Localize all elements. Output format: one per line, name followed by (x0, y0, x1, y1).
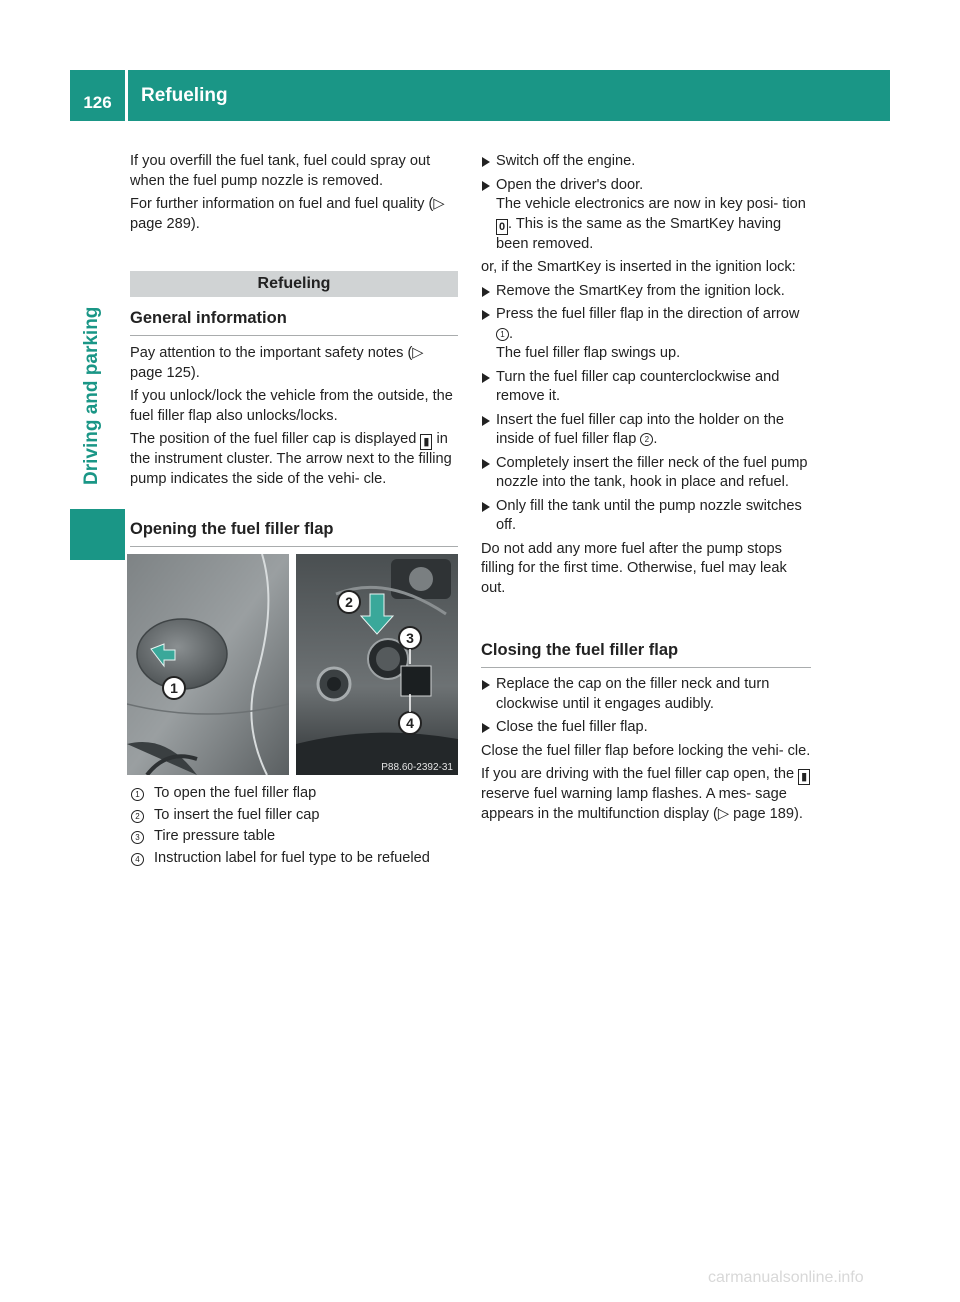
closing-flap-heading: Closing the fuel filler flap (481, 641, 811, 668)
callout-1 (163, 677, 185, 699)
figure-code: P88.60-2392-31 (381, 762, 453, 773)
figure-legend (130, 784, 460, 870)
arrow-ref-1: 1 (496, 328, 509, 341)
warning-lamp-paragraph: If you are driving with the fuel filler cap open, the ▮ reserve fuel warning lamp flashes. A mes- sage appears in the multifunction display (▷ page 189). (481, 765, 813, 824)
lock-paragraph: If you unlock/lock the vehicle from the outside, the fuel filler flap also unlocks/locks. (130, 388, 453, 424)
door-note: The vehicle electronics are now in key posi- tion 0 . This is the same as the SmartKey having been removed. (496, 196, 806, 252)
step-note: The fuel filler flap swings up. (496, 345, 681, 361)
open-direction-arrow (151, 644, 175, 666)
fuel-position-prefix: The position of the fuel filler cap is displayed (130, 431, 417, 447)
section-title: Refueling (130, 271, 458, 297)
step-item: Completely insert the filler neck of the fuel pump nozzle into the tank, hook in place and refuel. (481, 454, 813, 493)
fuel-pump-icon: ▮ (798, 769, 810, 785)
chapter-tab-marker (70, 509, 125, 560)
svg-text:2: 2 (345, 594, 353, 610)
callout-3 (399, 627, 421, 649)
legend-item: 2 To insert the fuel filler cap (130, 806, 460, 826)
step-item: Only fill the tank until the pump nozzle switches off. (481, 497, 813, 536)
fuel-position-paragraph (130, 430, 460, 489)
legend-item: 1 To open the fuel filler flap (130, 784, 460, 804)
svg-text:3: 3 (406, 630, 414, 646)
chapter-tab-label: Driving and parking (81, 306, 102, 485)
overfill-warning: Do not add any more fuel after the pump stops filling for the first time. Otherwise, fuel may leak out. (481, 540, 787, 596)
step-item: Insert the fuel filler cap into the holder on the inside of fuel filler flap 2 . (481, 411, 813, 450)
step-item: Press the fuel filler flap in the direction of arrow 1 . (481, 305, 813, 344)
watermark: carmanualsonline.info (708, 1269, 864, 1286)
callout-4 (399, 712, 421, 734)
opening-flap-heading: Opening the fuel filler flap (130, 520, 458, 547)
general-info-heading: General information (130, 309, 458, 336)
intro-paragraph: If you overfill the fuel tank, fuel could spray out when the fuel pump nozzle is removed. (130, 153, 431, 189)
key-position-icon: 0 (496, 219, 508, 235)
alt-condition: or, if the SmartKey is inserted in the ignition lock: (481, 259, 796, 275)
legend-item: 3 Tire pressure table (130, 827, 460, 847)
fuel-pump-icon: ▮ (420, 434, 432, 450)
step-item: Replace the cap on the filler neck and turn clockwise until it engages audibly. (481, 675, 813, 714)
general-info-text (130, 344, 460, 493)
svg-text:1: 1 (170, 680, 178, 696)
step-item: Open the driver's door. (481, 176, 813, 196)
closing-steps (481, 675, 813, 828)
callout-2 (338, 591, 360, 613)
step-item: Turn the fuel filler cap counterclockwise and remove it. (481, 368, 813, 407)
page-number: 126 (83, 92, 112, 112)
legend-item: 4 Instruction label for fuel type to be refueled (130, 849, 460, 869)
fuel-position-suffix: in the instrument cluster. The arrow next to the filling pump indicates the side of the vehi- cle. (130, 431, 452, 487)
flap-ref-2: 2 (640, 433, 653, 446)
step-item: Remove the SmartKey from the ignition lock. (481, 282, 813, 302)
header-divider (125, 70, 128, 121)
page-title: Refueling (141, 85, 228, 106)
refuel-steps (481, 152, 813, 602)
insert-direction-arrow (361, 594, 393, 634)
figure-callouts (127, 554, 458, 775)
svg-text:4: 4 (406, 715, 414, 731)
step-item: Switch off the engine. (481, 152, 813, 172)
step-item: Close the fuel filler flap. (481, 718, 813, 738)
intro-reference: For further information on fuel and fuel quality (▷ page 289). (130, 196, 445, 232)
safety-notes-paragraph: Pay attention to the important safety notes (▷ page 125). (130, 345, 424, 381)
intro-text (130, 152, 460, 238)
closing-paragraph: Close the fuel filler flap before locking the vehi- cle. (481, 742, 811, 759)
